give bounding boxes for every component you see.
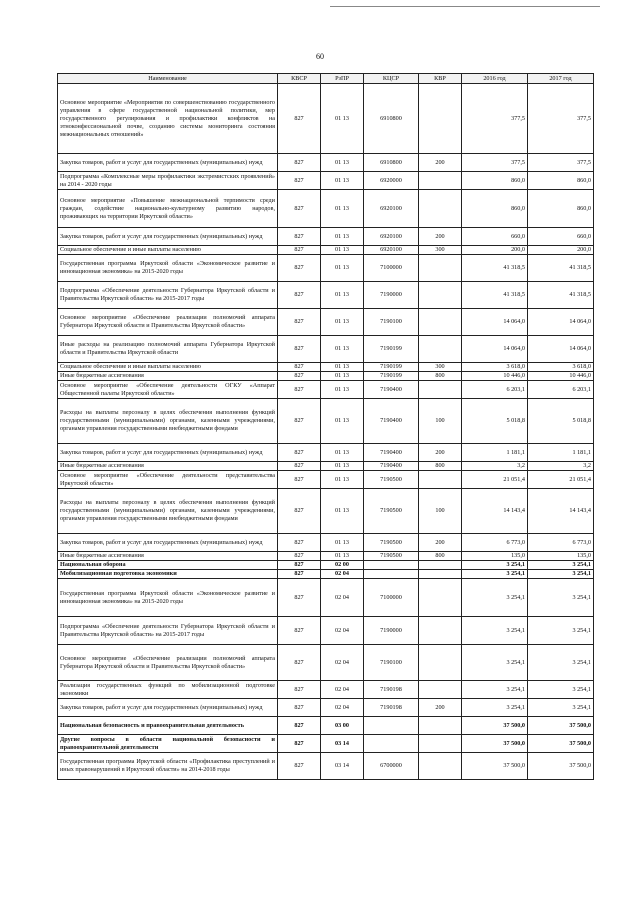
name-cell: Основное мероприятие «Мероприятия по совершенствованию государственного управления в сфере государственной национальной политики, мер государственного регулирования и профилактики конфликтов на этноконфессиональной почве, созданию системы мониторинга состояния межнациональных отношений»: [58, 84, 278, 154]
table-row: [58, 399, 594, 444]
kvr-cell: [419, 717, 462, 735]
amount-2017-cell: 200,0: [528, 246, 594, 255]
amount-2016-cell: 37 500,0: [462, 735, 528, 753]
amount-2017-cell: 14 064,0: [528, 309, 594, 336]
table-row: [58, 363, 594, 372]
kcsr-cell: 7190500: [364, 489, 419, 534]
rzpr-cell: 01 13: [321, 336, 364, 363]
table-row: [58, 444, 594, 462]
kvsr-cell: 827: [278, 282, 321, 309]
amount-2016-cell: 860,0: [462, 172, 528, 190]
amount-2016-cell: 3 254,1: [462, 617, 528, 645]
kvsr-cell: 827: [278, 570, 321, 579]
col-header-name: Наименование: [58, 74, 278, 84]
amount-2017-cell: 14 143,4: [528, 489, 594, 534]
kvsr-cell: 827: [278, 172, 321, 190]
amount-2016-cell: 41 318,5: [462, 255, 528, 282]
amount-2016-cell: 21 051,4: [462, 471, 528, 489]
rzpr-cell: 01 13: [321, 84, 364, 154]
kcsr-cell: 7190100: [364, 645, 419, 681]
kvsr-cell: 827: [278, 84, 321, 154]
amount-2017-cell: 3 618,0: [528, 363, 594, 372]
amount-2016-cell: 3 618,0: [462, 363, 528, 372]
kvr-cell: 300: [419, 246, 462, 255]
amount-2016-cell: 6 203,1: [462, 381, 528, 399]
kvsr-cell: 827: [278, 645, 321, 681]
amount-2016-cell: 200,0: [462, 246, 528, 255]
table-row: [58, 681, 594, 699]
kvr-cell: 200: [419, 699, 462, 717]
amount-2017-cell: 3 254,1: [528, 645, 594, 681]
amount-2017-cell: 5 018,8: [528, 399, 594, 444]
kcsr-cell: 7190500: [364, 552, 419, 561]
kcsr-cell: 7190400: [364, 399, 419, 444]
col-header-kvr: КВР: [419, 74, 462, 84]
amount-2017-cell: 3 254,1: [528, 561, 594, 570]
amount-2017-cell: 6 203,1: [528, 381, 594, 399]
kcsr-cell: 7100000: [364, 255, 419, 282]
kvsr-cell: 827: [278, 399, 321, 444]
kvsr-cell: 827: [278, 444, 321, 462]
col-header-kcsr: КЦСР: [364, 74, 419, 84]
rzpr-cell: 02 04: [321, 570, 364, 579]
kcsr-cell: 7190198: [364, 699, 419, 717]
kcsr-cell: 7190400: [364, 444, 419, 462]
kcsr-cell: [364, 561, 419, 570]
kvsr-cell: 827: [278, 579, 321, 617]
kcsr-cell: 6920100: [364, 190, 419, 228]
kvsr-cell: 827: [278, 154, 321, 172]
kcsr-cell: [364, 570, 419, 579]
kvsr-cell: 827: [278, 255, 321, 282]
kvr-cell: [419, 579, 462, 617]
amount-2016-cell: 3,2: [462, 462, 528, 471]
name-cell: Социальное обеспечение и иные выплаты населению: [58, 246, 278, 255]
amount-2016-cell: 10 446,0: [462, 372, 528, 381]
rzpr-cell: 01 13: [321, 462, 364, 471]
amount-2016-cell: 3 254,1: [462, 570, 528, 579]
amount-2016-cell: 377,5: [462, 84, 528, 154]
table-row: [58, 336, 594, 363]
kvr-cell: 100: [419, 489, 462, 534]
amount-2016-cell: 3 254,1: [462, 579, 528, 617]
amount-2017-cell: 37 500,0: [528, 735, 594, 753]
kvr-cell: 300: [419, 363, 462, 372]
kvr-cell: [419, 471, 462, 489]
name-cell: Иные бюджетные ассигнования: [58, 372, 278, 381]
amount-2017-cell: 860,0: [528, 190, 594, 228]
amount-2016-cell: 5 018,8: [462, 399, 528, 444]
kcsr-cell: 7190198: [364, 681, 419, 699]
rzpr-cell: 01 13: [321, 309, 364, 336]
budget-table: [57, 73, 594, 780]
kvsr-cell: 827: [278, 363, 321, 372]
rzpr-cell: 01 13: [321, 471, 364, 489]
kcsr-cell: 7190400: [364, 381, 419, 399]
amount-2017-cell: 135,0: [528, 552, 594, 561]
rzpr-cell: 01 13: [321, 282, 364, 309]
amount-2016-cell: 6 773,0: [462, 534, 528, 552]
amount-2017-cell: 37 500,0: [528, 717, 594, 735]
kvr-cell: 200: [419, 534, 462, 552]
kvsr-cell: 827: [278, 681, 321, 699]
kvr-cell: 800: [419, 462, 462, 471]
kcsr-cell: 7190199: [364, 336, 419, 363]
kvr-cell: [419, 681, 462, 699]
kcsr-cell: 7190199: [364, 363, 419, 372]
kvsr-cell: 827: [278, 228, 321, 246]
table-row: [58, 172, 594, 190]
kvr-cell: 800: [419, 552, 462, 561]
amount-2016-cell: 14 143,4: [462, 489, 528, 534]
name-cell: Иные бюджетные ассигнования: [58, 552, 278, 561]
amount-2016-cell: 377,5: [462, 154, 528, 172]
table-row: [58, 190, 594, 228]
kcsr-cell: 7190000: [364, 617, 419, 645]
kvr-cell: [419, 336, 462, 363]
amount-2017-cell: 21 051,4: [528, 471, 594, 489]
amount-2016-cell: 860,0: [462, 190, 528, 228]
amount-2016-cell: 660,0: [462, 228, 528, 246]
table-row: [58, 579, 594, 617]
kvr-cell: 100: [419, 399, 462, 444]
kcsr-cell: 6910800: [364, 154, 419, 172]
kvr-cell: [419, 617, 462, 645]
name-cell: Основное мероприятие «Обеспечение реализации полномочий аппарата Губернатора Иркутской области и Правительства Иркутской области»: [58, 645, 278, 681]
kvsr-cell: 827: [278, 753, 321, 780]
kcsr-cell: 7190400: [364, 462, 419, 471]
table-row: [58, 228, 594, 246]
amount-2016-cell: 37 500,0: [462, 753, 528, 780]
rzpr-cell: 02 04: [321, 699, 364, 717]
col-header-rzpr: РзПР: [321, 74, 364, 84]
kcsr-cell: 6920100: [364, 228, 419, 246]
kvr-cell: 200: [419, 154, 462, 172]
amount-2017-cell: 860,0: [528, 172, 594, 190]
table-row: [58, 154, 594, 172]
name-cell: Подпрограмма «Обеспечение деятельности Губернатора Иркутской области и Правительства Иркутской области» на 2015-2017 годы: [58, 617, 278, 645]
rzpr-cell: 01 13: [321, 190, 364, 228]
kvsr-cell: 827: [278, 699, 321, 717]
rzpr-cell: 02 04: [321, 617, 364, 645]
amount-2017-cell: 6 773,0: [528, 534, 594, 552]
amount-2017-cell: 3 254,1: [528, 570, 594, 579]
amount-2017-cell: 37 500,0: [528, 753, 594, 780]
table-row: [58, 462, 594, 471]
amount-2016-cell: 41 318,5: [462, 282, 528, 309]
amount-2016-cell: 3 254,1: [462, 645, 528, 681]
rzpr-cell: 02 04: [321, 681, 364, 699]
kvsr-cell: 827: [278, 534, 321, 552]
name-cell: Закупка товаров, работ и услуг для государственных (муниципальных) нужд: [58, 228, 278, 246]
rzpr-cell: 01 13: [321, 489, 364, 534]
kvsr-cell: 827: [278, 552, 321, 561]
name-cell: Закупка товаров, работ и услуг для государственных (муниципальных) нужд: [58, 534, 278, 552]
table-row: [58, 381, 594, 399]
name-cell: Национальная оборона: [58, 561, 278, 570]
name-cell: Иные расходы на реализацию полномочий аппарата Губернатора Иркутской области и Правительства Иркутской области: [58, 336, 278, 363]
amount-2016-cell: 135,0: [462, 552, 528, 561]
name-cell: Государственная программа Иркутской области «Профилактика преступлений и иных правонарушений в Иркутской области» на 2014-2018 годы: [58, 753, 278, 780]
table-row: [58, 570, 594, 579]
rzpr-cell: 03 14: [321, 735, 364, 753]
rzpr-cell: 01 13: [321, 552, 364, 561]
kvsr-cell: 827: [278, 462, 321, 471]
table-row: [58, 561, 594, 570]
name-cell: Основное мероприятие «Обеспечение деятельности представительства Иркутской области»: [58, 471, 278, 489]
kcsr-cell: 6920000: [364, 172, 419, 190]
table-row: [58, 471, 594, 489]
kvr-cell: [419, 753, 462, 780]
rzpr-cell: 01 13: [321, 246, 364, 255]
rzpr-cell: 03 14: [321, 753, 364, 780]
table-header-row: [58, 74, 594, 84]
table-row: [58, 717, 594, 735]
table-row: [58, 753, 594, 780]
amount-2017-cell: 1 181,1: [528, 444, 594, 462]
table-row: [58, 489, 594, 534]
name-cell: Национальная безопасность и правоохранительная деятельность: [58, 717, 278, 735]
amount-2017-cell: 41 318,5: [528, 255, 594, 282]
kcsr-cell: [364, 717, 419, 735]
table-row: [58, 255, 594, 282]
kvr-cell: 800: [419, 372, 462, 381]
kvr-cell: 200: [419, 228, 462, 246]
kvr-cell: [419, 735, 462, 753]
amount-2017-cell: 660,0: [528, 228, 594, 246]
kvr-cell: 200: [419, 444, 462, 462]
name-cell: Государственная программа Иркутской области «Экономическое развитие и инновационная экономика» на 2015-2020 годы: [58, 579, 278, 617]
kvsr-cell: 827: [278, 381, 321, 399]
name-cell: Реализация государственных функций по мобилизационной подготовке экономики: [58, 681, 278, 699]
table-row: [58, 246, 594, 255]
amount-2016-cell: 14 064,0: [462, 309, 528, 336]
kcsr-cell: 7190500: [364, 534, 419, 552]
rzpr-cell: 01 13: [321, 399, 364, 444]
name-cell: Социальное обеспечение и иные выплаты населению: [58, 363, 278, 372]
kvsr-cell: 827: [278, 190, 321, 228]
amount-2016-cell: 37 500,0: [462, 717, 528, 735]
kcsr-cell: 7190500: [364, 471, 419, 489]
kcsr-cell: 6920100: [364, 246, 419, 255]
amount-2017-cell: 3 254,1: [528, 617, 594, 645]
kvsr-cell: 827: [278, 735, 321, 753]
kcsr-cell: 6700000: [364, 753, 419, 780]
name-cell: Государственная программа Иркутской области «Экономическое развитие и инновационная экономика» на 2015-2020 годы: [58, 255, 278, 282]
kvr-cell: [419, 172, 462, 190]
rzpr-cell: 01 13: [321, 381, 364, 399]
kvr-cell: [419, 570, 462, 579]
table-row: [58, 282, 594, 309]
col-header-2017: 2017 год: [528, 74, 594, 84]
rzpr-cell: 03 00: [321, 717, 364, 735]
table-row: [58, 617, 594, 645]
kvr-cell: [419, 282, 462, 309]
kvsr-cell: 827: [278, 561, 321, 570]
kvsr-cell: 827: [278, 471, 321, 489]
rzpr-cell: 01 13: [321, 154, 364, 172]
name-cell: Мобилизационная подготовка экономики: [58, 570, 278, 579]
kvsr-cell: 827: [278, 246, 321, 255]
amount-2017-cell: 377,5: [528, 154, 594, 172]
kcsr-cell: 7190100: [364, 309, 419, 336]
kcsr-cell: 7190000: [364, 282, 419, 309]
amount-2017-cell: 14 064,0: [528, 336, 594, 363]
table-row: [58, 372, 594, 381]
rzpr-cell: 02 00: [321, 561, 364, 570]
name-cell: Другие вопросы в области национальной безопасности и правоохранительной деятельности: [58, 735, 278, 753]
name-cell: Основное мероприятие «Повышение межнациональной терпимости среди граждан, содействие национально-культурному развитию народов, проживающих на территории Иркутской области»: [58, 190, 278, 228]
amount-2016-cell: 3 254,1: [462, 699, 528, 717]
name-cell: Иные бюджетные ассигнования: [58, 462, 278, 471]
name-cell: Закупка товаров, работ и услуг для государственных (муниципальных) нужд: [58, 699, 278, 717]
rzpr-cell: 02 04: [321, 645, 364, 681]
amount-2017-cell: 3,2: [528, 462, 594, 471]
rzpr-cell: 01 13: [321, 255, 364, 282]
kvsr-cell: 827: [278, 489, 321, 534]
table-row: [58, 552, 594, 561]
page-number: 60: [316, 52, 324, 61]
rzpr-cell: 01 13: [321, 534, 364, 552]
name-cell: Закупка товаров, работ и услуг для государственных (муниципальных) нужд: [58, 154, 278, 172]
rzpr-cell: 01 13: [321, 372, 364, 381]
kcsr-cell: [364, 735, 419, 753]
kvsr-cell: 827: [278, 309, 321, 336]
amount-2017-cell: 10 446,0: [528, 372, 594, 381]
table-row: [58, 645, 594, 681]
name-cell: Подпрограмма «Комплексные меры профилактики экстремистских проявлений» на 2014 - 2020 годы: [58, 172, 278, 190]
table-row: [58, 735, 594, 753]
kcsr-cell: 7190199: [364, 372, 419, 381]
name-cell: Основное мероприятие «Обеспечение реализации полномочий аппарата Губернатора Иркутской области и Правительства Иркутской области»: [58, 309, 278, 336]
amount-2016-cell: 3 254,1: [462, 681, 528, 699]
col-header-2016: 2016 год: [462, 74, 528, 84]
rzpr-cell: 02 04: [321, 579, 364, 617]
amount-2017-cell: 3 254,1: [528, 579, 594, 617]
kvr-cell: [419, 381, 462, 399]
table-row: [58, 309, 594, 336]
name-cell: Расходы на выплаты персоналу в целях обеспечения выполнения функций государственными (муниципальными) органами, казенными учреждениями, органами управления государственными внебюджетными фондами: [58, 399, 278, 444]
kvsr-cell: 827: [278, 372, 321, 381]
kcsr-cell: 6910800: [364, 84, 419, 154]
table-body: [58, 84, 594, 780]
kvsr-cell: 827: [278, 336, 321, 363]
name-cell: Подпрограмма «Обеспечение деятельности Губернатора Иркутской области и Правительства Иркутской области» на 2015-2017 годы: [58, 282, 278, 309]
rzpr-cell: 01 13: [321, 444, 364, 462]
kvr-cell: [419, 255, 462, 282]
kvr-cell: [419, 561, 462, 570]
rzpr-cell: 01 13: [321, 363, 364, 372]
kvr-cell: [419, 309, 462, 336]
name-cell: Расходы на выплаты персоналу в целях обеспечения выполнения функций государственными (муниципальными) органами, казенными учреждениями, органами управления государственными внебюджетными фондами: [58, 489, 278, 534]
amount-2017-cell: 41 318,5: [528, 282, 594, 309]
rzpr-cell: 01 13: [321, 172, 364, 190]
col-header-kvsr: КВСР: [278, 74, 321, 84]
name-cell: Основное мероприятие «Обеспечение деятельности ОГКУ «Аппарат Общественной палаты Иркутской области»: [58, 381, 278, 399]
table-row: [58, 534, 594, 552]
amount-2017-cell: 377,5: [528, 84, 594, 154]
table-row: [58, 699, 594, 717]
rzpr-cell: 01 13: [321, 228, 364, 246]
amount-2016-cell: 1 181,1: [462, 444, 528, 462]
amount-2016-cell: 14 064,0: [462, 336, 528, 363]
kvr-cell: [419, 190, 462, 228]
amount-2017-cell: 3 254,1: [528, 699, 594, 717]
kvsr-cell: 827: [278, 717, 321, 735]
kvr-cell: [419, 84, 462, 154]
name-cell: Закупка товаров, работ и услуг для государственных (муниципальных) нужд: [58, 444, 278, 462]
kcsr-cell: 7100000: [364, 579, 419, 617]
amount-2016-cell: 3 254,1: [462, 561, 528, 570]
kvsr-cell: 827: [278, 617, 321, 645]
amount-2017-cell: 3 254,1: [528, 681, 594, 699]
page-top-rule: [330, 6, 600, 7]
table-row: [58, 84, 594, 154]
kvr-cell: [419, 645, 462, 681]
